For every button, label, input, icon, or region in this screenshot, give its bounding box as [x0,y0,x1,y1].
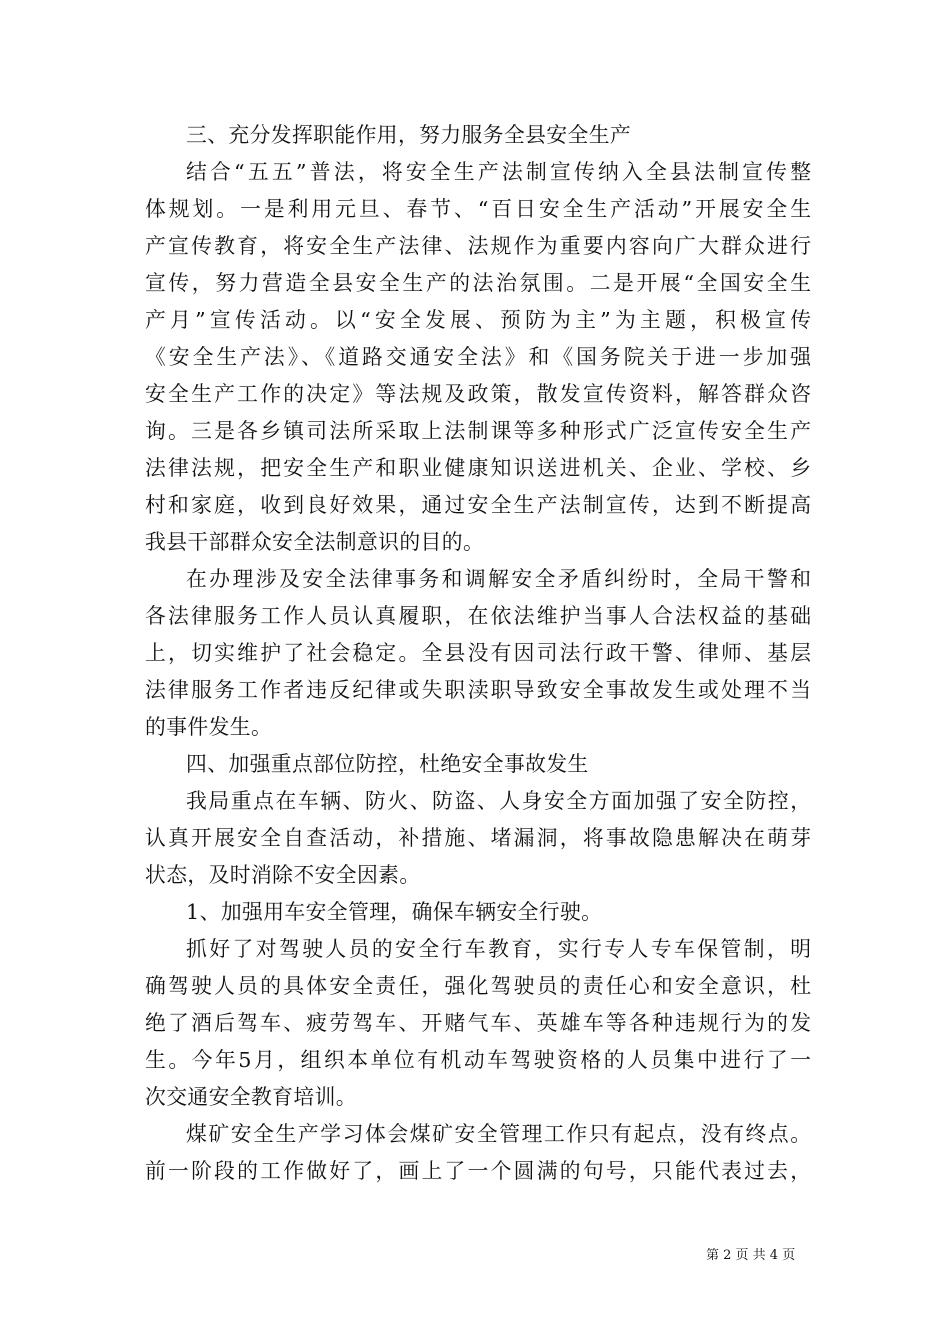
text-line: 体规划。一是利用元旦、春节、“百日安全生产活动”开展安全生 [145,197,811,221]
text-line: 三、充分发挥职能作用，努力服务全县安全生产 [186,123,632,147]
text-line: 产宣传教育，将安全生产法律、法规作为重要内容向广大群众进行 [145,234,811,258]
document-body [145,117,811,1190]
text-line: 法律法规，把安全生产和职业健康知识送进机关、企业、学校、乡 [145,456,811,480]
text-line: 在办理涉及安全法律事务和调解安全矛盾纠纷时，全局干警和 [186,567,811,591]
text-line: 询。三是各乡镇司法所采取上法制课等多种形式广泛宣传安全生产 [145,419,811,443]
text-line: 法律服务工作者违反纪律或失职渎职导致安全事故发生或处理不当 [145,678,811,702]
text-line: 次交通安全教育培训。 [145,1085,357,1109]
text-line: 生。今年5月，组织本单位有机动车驾驶资格的人员集中进行了一 [145,1048,811,1072]
text-line: 村和家庭，收到良好效果，通过安全生产法制宣传，达到不断提高 [145,493,811,517]
text-line: 我县干部群众安全法制意识的目的。 [145,530,485,554]
text-line: 安全生产工作的决定》等法规及政策，散发宣传资料，解答群众咨 [145,382,811,406]
text-line: 宣传，努力营造全县安全生产的法治氛围。二是开展“全国安全生 [145,271,811,295]
text-line: 的事件发生。 [145,715,273,739]
text-line: 上，切实维护了社会稳定。全县没有因司法行政干警、律师、基层 [145,641,811,665]
text-line: 认真开展安全自查活动，补措施、堵漏洞，将事故隐患解决在萌芽 [145,826,811,850]
text-line: 抓好了对驾驶人员的安全行车教育，实行专人专车保管制，明 [186,937,811,961]
text-line: 产月”宣传活动。以“安全发展、预防为主”为主题，积极宣传 [145,308,811,332]
text-line: 绝了酒后驾车、疲劳驾车、开赌气车、英雄车等各种违规行为的发 [145,1011,811,1035]
text-line: 我局重点在车辆、防火、防盗、人身安全方面加强了安全防控， [186,789,811,813]
text-line: 前一阶段的工作做好了，画上了一个圆满的句号，只能代表过去， [145,1159,811,1183]
text-line: 《安全生产法》、《道路交通安全法》和《国务院关于进一步加强 [145,345,811,369]
text-line: 煤矿安全生产学习体会煤矿安全管理工作只有起点，没有终点。 [186,1122,811,1146]
text-line: 状态，及时消除不安全因素。 [145,863,421,887]
page-number-footer: 第 2 页 共 4 页 [706,1248,796,1263]
text-line: 结合“五五”普法，将安全生产法制宣传纳入全县法制宣传整 [186,160,811,184]
text-line: 四、加强重点部位防控，杜绝安全事故发生 [186,752,589,776]
text-line: 各法律服务工作人员认真履职，在依法维护当事人合法权益的基础 [145,604,811,628]
text-line: 确驾驶人员的具体安全责任，强化驾驶员的责任心和安全意识，杜 [145,974,811,998]
text-line: 1、加强用车安全管理，确保车辆安全行驶。 [186,900,603,924]
